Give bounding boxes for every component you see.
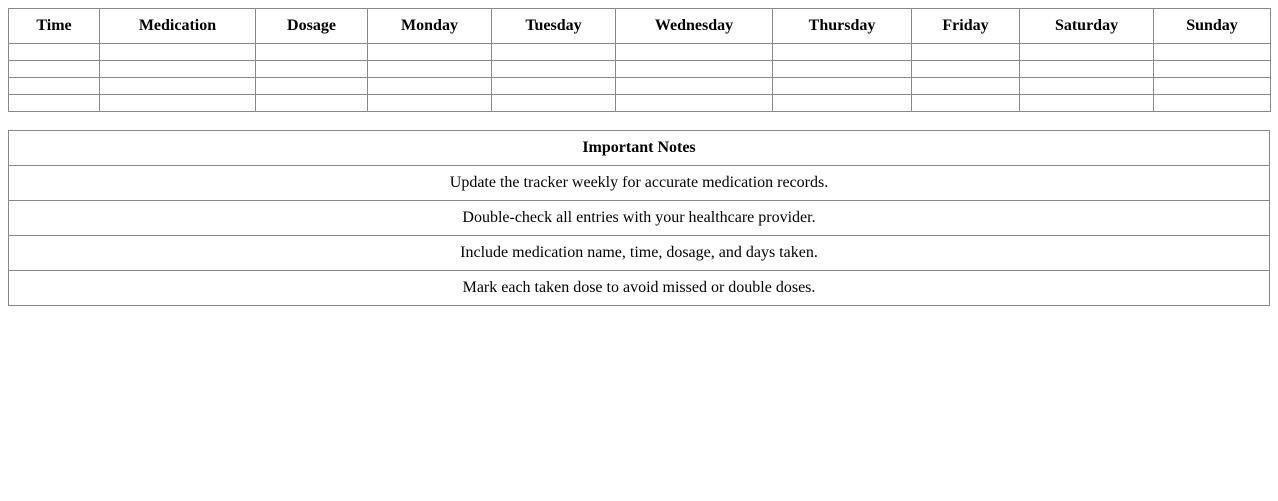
tracker-cell[interactable] — [1154, 44, 1271, 61]
tracker-cell[interactable] — [492, 78, 616, 95]
tracker-header-row — [9, 9, 1271, 44]
tracker-cell[interactable] — [100, 95, 256, 112]
tracker-row — [9, 78, 1271, 95]
tracker-cell[interactable] — [1020, 61, 1154, 78]
column-header-tuesday: Tuesday — [492, 9, 616, 44]
note-row — [9, 201, 1270, 236]
column-header-friday: Friday — [912, 9, 1020, 44]
tracker-cell[interactable] — [912, 95, 1020, 112]
tracker-cell[interactable] — [1154, 95, 1271, 112]
tracker-cell[interactable] — [773, 78, 912, 95]
column-header-medication: Medication — [100, 9, 256, 44]
column-header-sunday: Sunday — [1154, 9, 1271, 44]
column-header-monday: Monday — [368, 9, 492, 44]
tracker-cell[interactable] — [9, 95, 100, 112]
tracker-cell[interactable] — [256, 78, 368, 95]
tracker-cell[interactable] — [100, 44, 256, 61]
tracker-body — [9, 44, 1271, 112]
tracker-row — [9, 95, 1271, 112]
note-row — [9, 271, 1270, 306]
tracker-cell[interactable] — [368, 61, 492, 78]
tracker-cell[interactable] — [912, 44, 1020, 61]
tracker-cell[interactable] — [368, 78, 492, 95]
notes-title: Important Notes — [9, 131, 1270, 166]
column-header-saturday: Saturday — [1020, 9, 1154, 44]
note-row — [9, 236, 1270, 271]
tracker-row — [9, 61, 1271, 78]
medication-tracker-table — [8, 8, 1271, 112]
tracker-cell[interactable] — [368, 44, 492, 61]
tracker-cell[interactable] — [100, 78, 256, 95]
tracker-cell[interactable] — [1154, 78, 1271, 95]
note-row — [9, 166, 1270, 201]
column-header-thursday: Thursday — [773, 9, 912, 44]
tracker-cell[interactable] — [616, 95, 773, 112]
tracker-cell[interactable] — [256, 61, 368, 78]
page-content — [8, 8, 1270, 306]
column-header-wednesday: Wednesday — [616, 9, 773, 44]
note-item: Update the tracker weekly for accurate medication records. — [9, 166, 1270, 201]
column-header-dosage: Dosage — [256, 9, 368, 44]
note-item: Include medication name, time, dosage, and days taken. — [9, 236, 1270, 271]
tracker-cell[interactable] — [100, 61, 256, 78]
tracker-cell[interactable] — [912, 78, 1020, 95]
tracker-cell[interactable] — [9, 61, 100, 78]
tracker-cell[interactable] — [368, 95, 492, 112]
notes-header-row — [9, 131, 1270, 166]
tracker-cell[interactable] — [912, 61, 1020, 78]
tracker-cell[interactable] — [1154, 61, 1271, 78]
tracker-cell[interactable] — [492, 95, 616, 112]
tracker-cell[interactable] — [492, 61, 616, 78]
tracker-cell[interactable] — [9, 78, 100, 95]
tracker-cell[interactable] — [256, 95, 368, 112]
tracker-cell[interactable] — [1020, 44, 1154, 61]
note-item: Double-check all entries with your healthcare provider. — [9, 201, 1270, 236]
tracker-cell[interactable] — [1020, 78, 1154, 95]
tracker-cell[interactable] — [9, 44, 100, 61]
tracker-row — [9, 44, 1271, 61]
note-item: Mark each taken dose to avoid missed or double doses. — [9, 271, 1270, 306]
tracker-cell[interactable] — [773, 95, 912, 112]
tracker-cell[interactable] — [256, 44, 368, 61]
tracker-cell[interactable] — [616, 44, 773, 61]
column-header-time: Time — [9, 9, 100, 44]
tracker-cell[interactable] — [773, 61, 912, 78]
tracker-cell[interactable] — [1020, 95, 1154, 112]
tracker-cell[interactable] — [616, 78, 773, 95]
tracker-cell[interactable] — [616, 61, 773, 78]
important-notes-table — [8, 130, 1270, 306]
tracker-cell[interactable] — [773, 44, 912, 61]
tracker-cell[interactable] — [492, 44, 616, 61]
